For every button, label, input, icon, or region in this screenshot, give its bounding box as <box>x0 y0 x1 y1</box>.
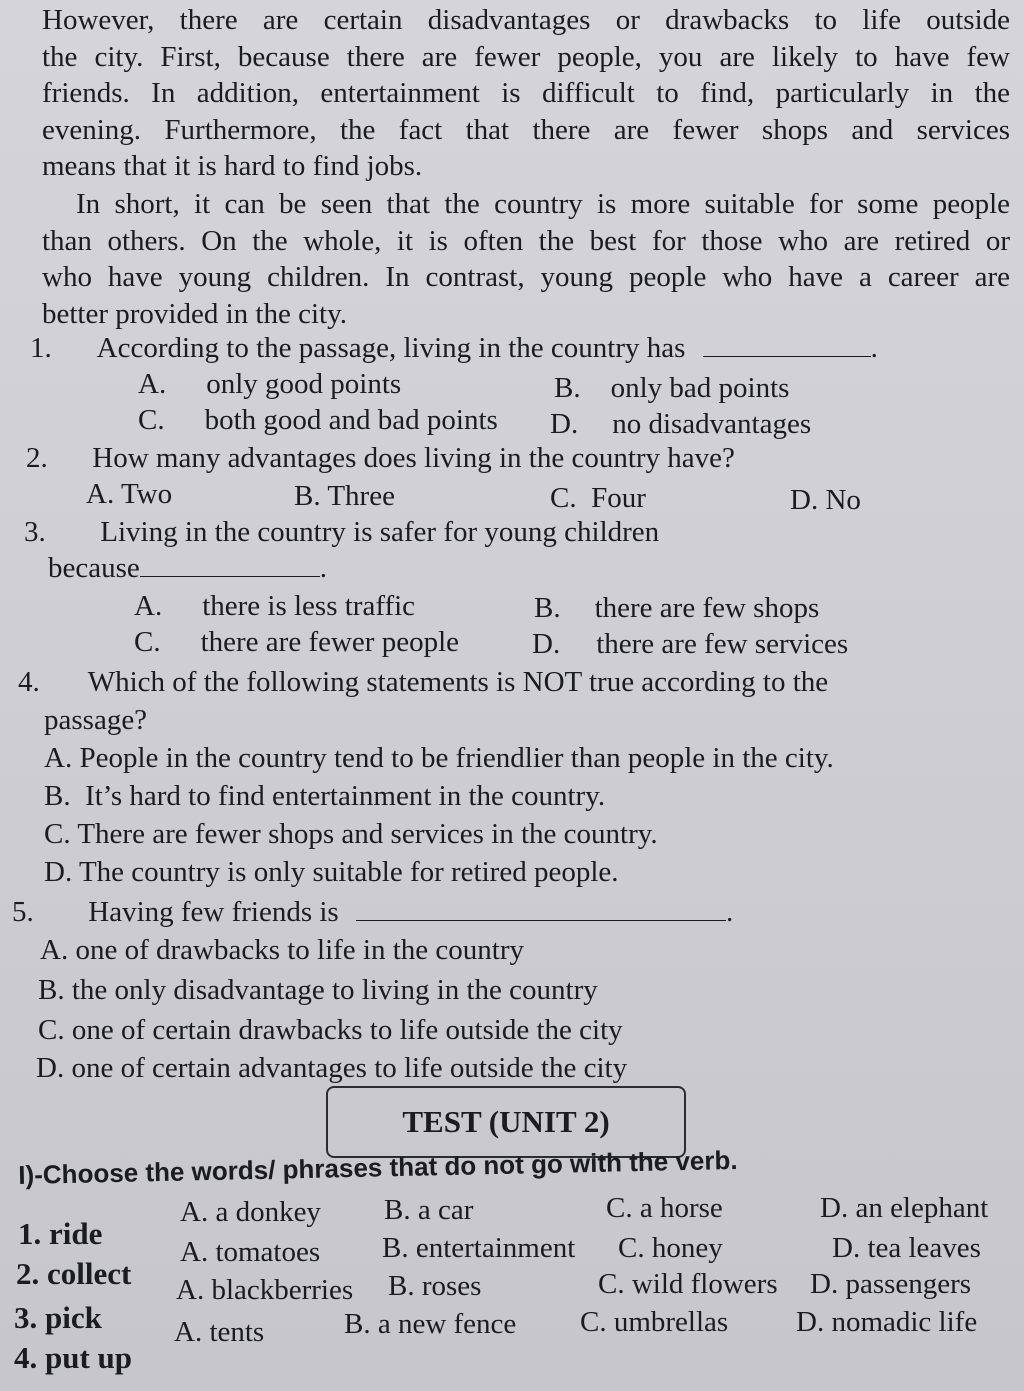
row3-option-b[interactable]: B. roses <box>388 1270 482 1302</box>
passage-line: In short, it can be seen that the country is more suitable for some people <box>76 188 1010 220</box>
question-number: 2. <box>26 442 48 474</box>
row3-option-c[interactable]: C. wild flowers <box>598 1268 778 1300</box>
passage-line: evening. Furthermore, the fact that there are fewer shops and services <box>42 113 1010 146</box>
passage-line: better provided in the city. <box>42 297 347 330</box>
question-number: 1. <box>30 332 52 364</box>
question-number: 4. <box>18 666 40 698</box>
option-2a[interactable]: A. Two <box>86 478 173 510</box>
row3-option-d[interactable]: D. passengers <box>810 1268 972 1300</box>
question-number: 3. <box>24 516 46 548</box>
passage-paragraph-2 <box>42 186 1010 332</box>
passage-paragraph-1 <box>42 2 1010 185</box>
option-3c[interactable]: C. there are fewer people <box>134 626 460 658</box>
option-2d[interactable]: D. No <box>790 484 861 516</box>
question-stem: Which of the following statements is NOT true according to the <box>87 666 829 698</box>
option-1b[interactable]: B. only bad points <box>554 372 790 404</box>
option-4a[interactable]: A. People in the country tend to be friendlier than people in the city. <box>44 742 834 774</box>
passage-line: friends. In addition, entertainment is difficult to find, particularly in the <box>42 77 1010 109</box>
question-2 <box>26 440 735 476</box>
question-5: 5. Having few friends is . <box>12 896 734 928</box>
question-stem: How many advantages does living in the country have? <box>92 442 735 474</box>
row4-option-d[interactable]: D. nomadic life <box>796 1306 978 1338</box>
passage-line: the city. First, because there are fewer people, you are likely to have few <box>42 40 1010 73</box>
question-1: 1. According to the passage, living in the country has . <box>30 332 878 364</box>
verb-2: 2. collect <box>16 1256 132 1291</box>
row2-option-a[interactable]: A. tomatoes <box>180 1236 321 1268</box>
passage-line: who have young children. In contrast, young people who have a career are <box>42 261 1010 293</box>
option-5b[interactable]: B. the only disadvantage to living in the country <box>38 974 598 1006</box>
row4-option-a[interactable]: A. tents <box>174 1316 265 1348</box>
option-3a[interactable]: A. there is less traffic <box>134 590 416 622</box>
question-stem: Living in the country is safer for young children <box>100 516 660 548</box>
row2-option-c[interactable]: C. honey <box>618 1232 723 1264</box>
verb-4: 4. put up <box>14 1340 133 1375</box>
option-1a[interactable]: A. only good points <box>138 368 402 400</box>
option-5d[interactable]: D. one of certain advantages to life outside the city <box>36 1052 628 1084</box>
answer-blank[interactable] <box>703 330 871 357</box>
option-2b[interactable]: B. Three <box>294 480 395 512</box>
question-3 <box>24 514 659 550</box>
passage-line: However, there are certain disadvantages or drawbacks to life outside <box>42 4 1010 36</box>
answer-blank[interactable] <box>140 550 320 577</box>
row1-option-b[interactable]: B. a car <box>384 1194 474 1226</box>
passage-line: than others. On the whole, it is often the best for those who are retired or <box>42 224 1010 257</box>
row1-option-d[interactable]: D. an elephant <box>820 1192 989 1224</box>
option-4c[interactable]: C. There are fewer shops and services in the country. <box>44 818 658 850</box>
option-1d[interactable]: D. no disadvantages <box>550 408 812 440</box>
option-5c[interactable]: C. one of certain drawbacks to life outside the city <box>38 1014 623 1046</box>
row2-option-d[interactable]: D. tea leaves <box>832 1232 981 1264</box>
section-1-title: I)-Choose the words/ phrases that do not go with the verb. <box>18 1144 738 1190</box>
option-4b[interactable]: B. It’s hard to find entertainment in the country. <box>44 780 606 812</box>
verb-3: 3. pick <box>14 1300 102 1335</box>
option-2c[interactable]: C. Four <box>550 482 646 514</box>
row3-option-a[interactable]: A. blackberries <box>176 1274 354 1306</box>
row2-option-b[interactable]: B. entertainment <box>382 1232 576 1264</box>
answer-blank[interactable] <box>356 894 726 921</box>
option-3d[interactable]: D. there are few services <box>532 628 849 660</box>
row4-option-c[interactable]: C. umbrellas <box>580 1306 729 1338</box>
question-4-continued: passage? <box>44 704 148 736</box>
row1-option-c[interactable]: C. a horse <box>606 1192 723 1224</box>
question-stem: According to the passage, living in the country has <box>96 332 686 364</box>
question-3-continued: because . <box>48 552 328 584</box>
question-number: 5. <box>12 896 34 928</box>
passage-line: means that it is hard to find jobs. <box>42 150 423 182</box>
row4-option-b[interactable]: B. a new fence <box>344 1308 517 1340</box>
question-stem: Having few friends is <box>88 896 339 928</box>
option-3b[interactable]: B. there are few shops <box>534 592 820 624</box>
test-title: TEST (UNIT 2) <box>402 1104 610 1139</box>
option-1c[interactable]: C. both good and bad points <box>138 404 498 436</box>
option-4d[interactable]: D. The country is only suitable for retired people. <box>44 856 619 888</box>
verb-1: 1. ride <box>18 1216 103 1251</box>
option-5a[interactable]: A. one of drawbacks to life in the country <box>40 934 525 966</box>
row1-option-a[interactable]: A. a donkey <box>180 1196 321 1228</box>
question-4 <box>18 664 828 700</box>
